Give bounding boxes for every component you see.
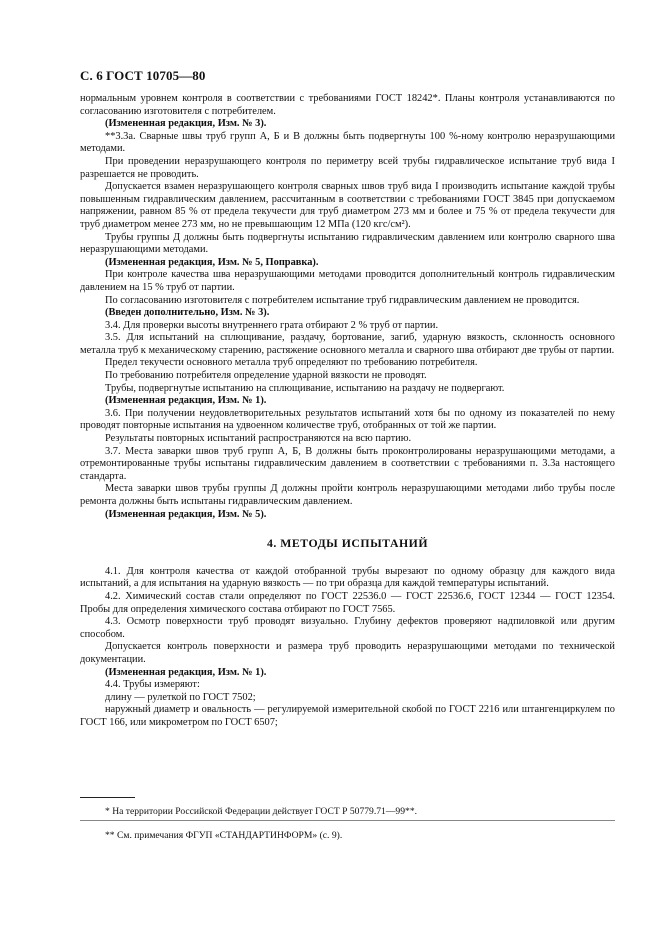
- page-header: С. 6 ГОСТ 10705—80: [80, 68, 206, 83]
- paragraph: 4.2. Химический состав стали определяют по ГОСТ 22536.0 — ГОСТ 22536.6, ГОСТ 12344 — ГОСТ 12354. Пробы для определения химического состава отбирают по ГОСТ 7565.: [80, 590, 615, 615]
- paragraph: **3.3а. Сварные швы труб групп А, Б и В должны быть подвергнуты 100 %-ному контролю неразрушающими методами.: [80, 130, 615, 155]
- amendment-note: (Измененная редакция, Изм. № 1).: [105, 395, 267, 407]
- paragraph: наружный диаметр и овальность — регулируемой измерительной скобой по ГОСТ 2216 или штангенциркулем по ГОСТ 166, или микрометром по ГОСТ 6507;: [80, 704, 615, 728]
- paragraph: Допускается взамен неразрушающего контроля сварных швов труб вида I производить испытание каждой трубы повышенным гидравлическим давлением, рассчитанным в соответствии с требованиями ГОСТ 3845 при допускаемом напряжении, равном 85 % от предела текучести для труб диаметром 273 мм и более и 75 % от предела текучести для труб диаметром менее 273 мм, но не превышающим 12 МПа (120 кгс/см²).: [80, 181, 615, 230]
- paragraph: 4.4. Трубы измеряют:: [105, 679, 200, 691]
- paragraph: 4.3. Осмотр поверхности труб проводят визуально. Глубину дефектов проверяют надпиловкой или другим способом.: [80, 616, 615, 640]
- amendment-note: (Измененная редакция, Изм. № 1).: [105, 666, 267, 678]
- paragraph: Результаты повторных испытаний распространяются на всю партию.: [105, 433, 412, 445]
- footnote-1: * На территории Российской Федерации действует ГОСТ Р 50779.71—99**.: [105, 806, 418, 817]
- footnote-divider: [80, 797, 135, 798]
- paragraph: 3.5. Для испытаний на сплющивание, раздачу, бортование, загиб, ударную вязкость, склонность основного металла труб к механическому старению, растяжение основного металла и сварного шва отбирают две трубы от партии.: [80, 332, 615, 356]
- paragraph: Предел текучести основного металла труб определяют по требованию потребителя.: [105, 357, 478, 369]
- paragraph: нормальным уровнем контроля в соответствии с требованиями ГОСТ 18242*. Планы контроля устанавливаются по согласованию изготовителя с потребителем.: [80, 93, 615, 117]
- amendment-note: (Введен дополнительно, Изм. № 3).: [105, 307, 270, 319]
- section-heading: 4. МЕТОДЫ ИСПЫТАНИЙ: [266, 536, 429, 551]
- footnote-separator: [80, 820, 615, 821]
- paragraph: Трубы, подвергнутые испытанию на сплющивание, испытанию на раздачу не подвергают.: [105, 382, 505, 394]
- paragraph: длину — рулеткой по ГОСТ 7502;: [105, 691, 256, 703]
- body-text: [80, 93, 615, 730]
- footnote-2: ** См. примечания ФГУП «СТАНДАРТИНФОРМ» (с. 9).: [105, 830, 343, 841]
- paragraph: Места заварки швов трубы группы Д должны пройти контроль неразрушающими методами либо трубы после ремонта должны быть испытаны гидравлическим давлением.: [80, 483, 615, 507]
- paragraph: 3.6. При получении неудовлетворительных результатов испытаний хотя бы по одному из показателей по нему проводят повторные испытания на удвоенном количестве труб, отобранных от той же партии.: [80, 407, 615, 432]
- paragraph: 4.1. Для контроля качества от каждой отобранной трубы вырезают по одному образцу для каждого вида испытаний, а для испытания на ударную вязкость — по три образца для каждой температуры испытаний.: [80, 565, 615, 590]
- paragraph: Допускается контроль поверхности и размера труб проводить неразрушающими методами по технической документации.: [80, 641, 615, 665]
- paragraph: По требованию потребителя определение ударной вязкости не проводят.: [105, 370, 427, 382]
- amendment-note: (Измененная редакция, Изм. № 3).: [105, 118, 267, 130]
- paragraph: 3.4. Для проверки высоты внутреннего грата отбирают 2 % труб от партии.: [105, 319, 439, 331]
- paragraph: При контроле качества шва неразрушающими методами проводится дополнительный контроль гидравлическим давлением на 15 % труб от партии.: [80, 269, 615, 293]
- amendment-note: (Измененная редакция, Изм. № 5).: [105, 508, 267, 520]
- paragraph: Трубы группы Д должны быть подвергнуты испытанию гидравлическим давлением или контролю сварного шва неразрушающими методами.: [80, 231, 615, 256]
- paragraph: 3.7. Места заварки швов труб групп А, Б, В должны быть проконтролированы неразрушающими методами, а отремонтированные трубы испытаны гидравлическим давлением в соответствии с требованиями п. 3.3а настоящего стандарта.: [80, 445, 615, 482]
- paragraph: По согласованию изготовителя с потребителем испытание труб гидравлическим давлением не проводится.: [105, 294, 580, 306]
- paragraph: При проведении неразрушающего контроля по периметру всей трубы гидравлическое испытание труб вида I разрешается не проводить.: [80, 155, 615, 180]
- amendment-note: (Измененная редакция, Изм. № 5, Поправка).: [105, 256, 319, 268]
